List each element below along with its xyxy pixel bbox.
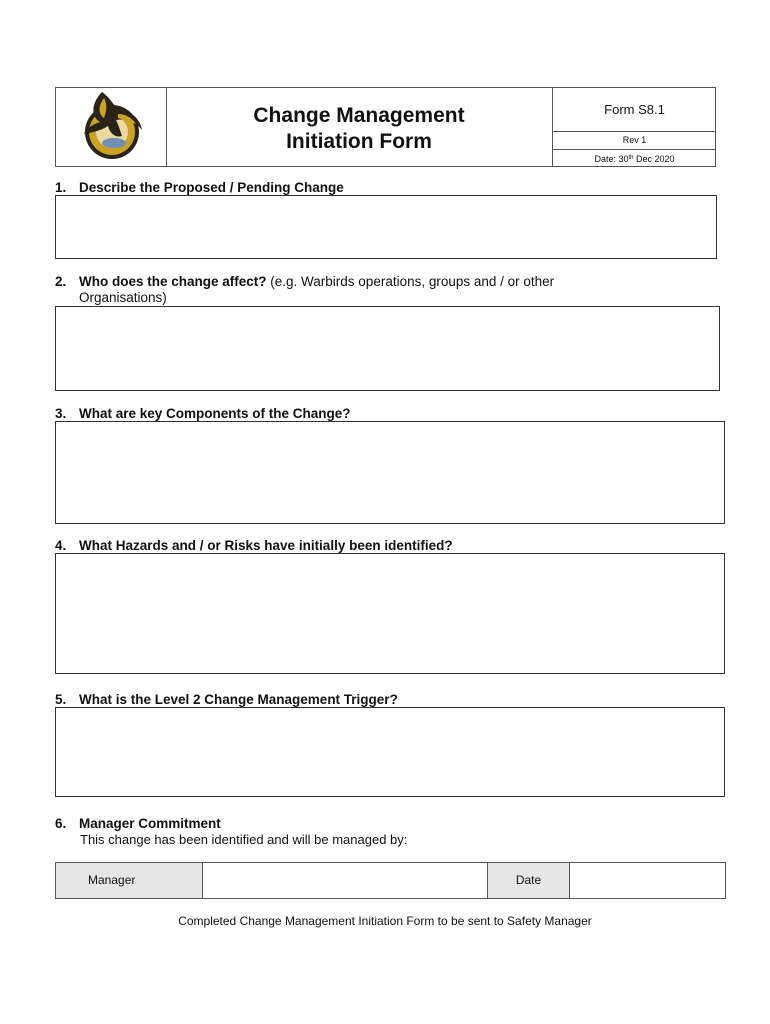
question-number: 3.: [55, 406, 67, 421]
question-text: What Hazards and / or Risks have initially been identified?: [79, 538, 453, 553]
question-3-input[interactable]: [56, 422, 724, 523]
title-cell: [166, 88, 553, 166]
question-text: Describe the Proposed / Pending Change: [79, 180, 344, 195]
manager-commitment-heading: [55, 816, 221, 832]
question-text: Who does the change affect?: [79, 274, 267, 289]
section-title: Manager Commitment: [79, 816, 221, 831]
question-5-label: [55, 692, 398, 708]
question-2-answer-box[interactable]: [55, 306, 720, 391]
question-number: 5.: [55, 692, 67, 707]
question-1-answer-box[interactable]: [55, 195, 717, 259]
title-line-2: Initiation Form: [286, 130, 432, 153]
footer-instruction: Completed Change Management Initiation Form to be sent to Safety Manager: [178, 914, 592, 928]
question-text: What is the Level 2 Change Management Trigger?: [79, 692, 398, 707]
section-number: 6.: [55, 816, 67, 831]
form-revision: Rev 1: [553, 132, 716, 150]
question-1-label: [55, 180, 344, 196]
form-title: [166, 103, 552, 155]
manager-commitment-text: This change has been identified and will be managed by:: [80, 832, 408, 847]
form-number: Form S8.1: [553, 88, 716, 132]
question-4-input[interactable]: [56, 554, 724, 673]
manager-label: Manager: [56, 863, 203, 898]
date-label: Date: [488, 863, 570, 898]
title-line-1: Change Management: [253, 104, 465, 127]
question-number: 4.: [55, 538, 67, 553]
question-4-answer-box[interactable]: [55, 553, 725, 674]
question-4-label: [55, 538, 453, 554]
question-2-label: [55, 274, 695, 306]
manager-signoff-table: [55, 862, 726, 899]
question-2-input[interactable]: [56, 307, 719, 390]
date-prefix: Date: 30: [594, 154, 629, 164]
question-3-label: [55, 406, 351, 422]
date-field[interactable]: [570, 863, 725, 898]
question-number: 1.: [55, 180, 67, 195]
question-1-input[interactable]: [56, 196, 716, 258]
question-number: 2.: [55, 274, 67, 289]
question-text: What are key Components of the Change?: [79, 406, 351, 421]
form-meta: [553, 88, 716, 166]
date-suffix: Dec 2020: [633, 154, 675, 164]
question-5-answer-box[interactable]: [55, 707, 725, 797]
date-ordinal: th: [628, 155, 634, 161]
organisation-logo: [56, 88, 166, 166]
question-3-answer-box[interactable]: [55, 421, 725, 524]
question-hint-continued: Organisations): [79, 290, 167, 305]
question-5-input[interactable]: [56, 708, 724, 796]
form-date: [553, 150, 716, 166]
question-hint: (e.g. Warbirds operations, groups and / or other: [266, 274, 555, 289]
manager-name-field[interactable]: [203, 863, 488, 898]
logo-cell: [56, 88, 167, 166]
form-header: [55, 87, 716, 167]
